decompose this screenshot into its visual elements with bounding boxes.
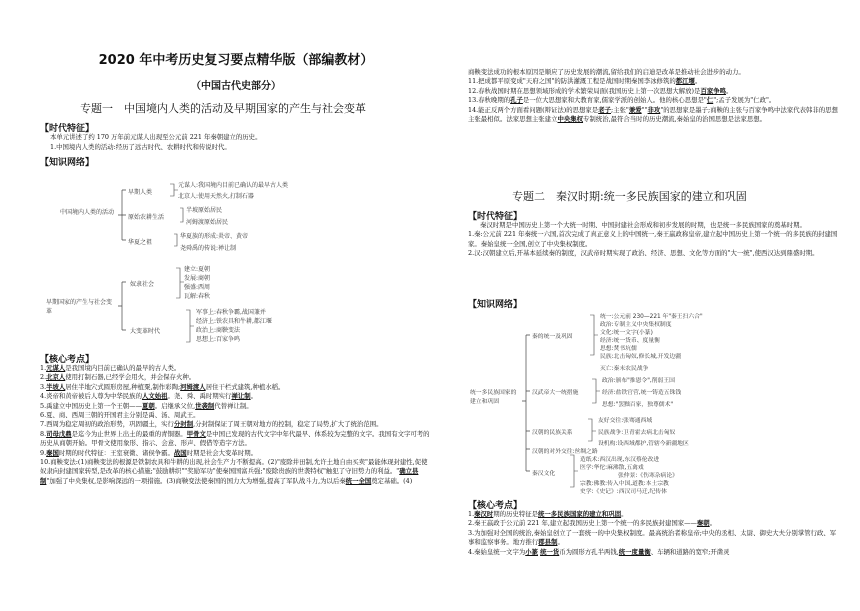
core-item: 7.西周为稳定周初的政治形势，巩固疆土，实行分封制,分封制保证了周王朝对地方的控制，稳定了局势,扩大了统治范围。 — [40, 420, 383, 429]
core-item: 9.秦国时期的时代特征：王室衰微、诸侯争霸。战国时期是社会大变革时期。 — [40, 448, 257, 457]
tree-2-branch-1: 奴隶社会 — [130, 281, 155, 288]
continued-text — [468, 68, 842, 124]
tree-3-leaf: 宗教:佛教:传入中国,道教:本土宗教 — [580, 481, 669, 487]
core-item: 3.半坡人居住半地穴式圆形房屋,种植粟,制作彩陶;河姆渡人居住干栏式建筑,种植水稻。 — [40, 382, 285, 391]
tree-3-leaf: 思想:焚书坑儒 — [600, 346, 637, 352]
era-paragraph-1: 秦汉时期是中国历史上第一个大统一时期、中国封建社会形成和初步发展的时期，也是统一多民族国家的奠基时期。 — [480, 221, 806, 229]
tree-3-leaf: 民族战争:卫青霍去病北击匈奴 — [598, 430, 676, 436]
core-item: 10.商鞅变法:(1)商鞅变法的根源是铁制农具和牛耕的出现,社会生产力不断提高。(2)"废除井田制,允许土地自由买卖"最能体现封建性,促使奴隶向封建国家转型,是改革的核心措施;"鼓励耕织""奖励军功"使秦国国富兵强;"废除贵族的世袭特权"触犯了守旧势力的利益。"确立县制"加强了中央集权,是影响深远的一项措施。(3)商鞅变法使秦国的国力大为增强,提高了军队战斗力,为以后秦统一全国奠定基础。(4) — [40, 458, 428, 485]
era-paragraphs — [468, 221, 842, 259]
tree-3-leaf: 张仲景:《伤寒杂病论》 — [618, 473, 678, 479]
tree-3-branch: 秦的统一及巩固 — [532, 334, 573, 340]
core-item: 5.禹建立中国历史上第一个王朝——夏朝。启继承父位,世袭制代替禅让制。 — [40, 401, 253, 410]
tree-3-leaf: 经济:统一货币、度量衡 — [600, 338, 660, 344]
document-subtitle: （中国古代史部分） — [191, 81, 281, 92]
knowledge-tree-2 — [46, 264, 406, 350]
tree-2-root: 早期国家的产生与社会变革 — [46, 299, 113, 315]
tree-1-leaf: 元谋人:我国境内目前已确认的最早古人类 — [178, 182, 289, 189]
tree-3-leaf: 史学:《史记》:西汉司马迁,纪传体 — [580, 489, 667, 495]
tree-1-leaf: 尧舜禹的传说:禅让制 — [180, 245, 237, 252]
core-item: 8.司母戊鼎是迄今为止世界上出土的最重的青铜器。甲骨文是中国已发现的古代文字中年代最早、体系较为完整的文字。我国有文字可考的历史从商朝开始。甲骨文使用象形、指示、会意、形声、假借等造字方法。 — [40, 429, 430, 448]
tree-1-leaf: 北京人:使用天然火,打制石器 — [178, 193, 254, 200]
tree-1-leaf: 河姆渡原始居民 — [186, 219, 229, 226]
era-label: 【时代特征】 — [40, 124, 95, 134]
core-label: 【核心考点】 — [40, 355, 95, 365]
tree-3-branch: 汉朝的民族关系 — [532, 430, 573, 436]
core-item: 4.秦始皇统一文字为小篆 统一货币为圆形方孔半两钱,统一度量衡、车辆和道路的宽窄;开凿灵 — [468, 547, 730, 556]
tree-3-leaf: 设机构:设西域都护,管辖今新疆地区 — [598, 441, 689, 447]
core-item: 2.秦王嬴政于公元前 221 年,建立起我国历史上第一个统一的多民族封建国家——秦朝。 — [468, 519, 717, 528]
core-item: 2.北京人使用打制石器,已经学会用火，并会保存火种。 — [40, 373, 196, 382]
document-title: 2020 年中考历史复习要点精华版（部编教材） — [98, 53, 374, 68]
tree-2-leaf: 经济上:铁农具和牛耕,都江堰 — [196, 318, 272, 325]
network-label: 【知识网络】 — [468, 300, 523, 310]
tree-3-branch: 汉武帝大一统措施 — [532, 390, 579, 396]
tree-2-branch-2: 大变革时代 — [130, 328, 161, 335]
tree-3-leaf: 灭亡:秦末农民战争 — [600, 366, 649, 372]
core-item: 1.元谋人是我国境内目前已确认的最早的古人类。 — [40, 364, 181, 372]
tree-2-leaf: 发展:商朝 — [184, 275, 211, 282]
tree-1-branch-2: 原始农耕生活 — [128, 214, 165, 221]
tree-2-leaf: 军事上:春秋争霸,战国兼并 — [196, 309, 266, 316]
tree-3-root: 统一多民族国家的建立和巩固 — [470, 390, 517, 405]
tree-3-leaf: 思想:"罢黜百家，独尊儒术" — [602, 402, 674, 408]
core-label: 【核心考点】 — [468, 501, 523, 511]
core-item: 12.春秋战国时期在思想领域形成的学术繁荣局面(我国历史上第一次思想大解放)是百家争鸣。 — [468, 86, 733, 95]
topic-2-heading: 专题二 秦汉时期:统一多民族国家的建立和巩固 — [512, 190, 747, 203]
core-item: 4.炎帝和黄帝被后人尊为中华民族的人文始祖。尧、舜、禹时期实行禅让制。 — [40, 392, 257, 401]
era-label: 【时代特征】 — [468, 212, 523, 222]
right-column — [468, 0, 842, 611]
core-item: 13.春秋晚期的孔子是一位大思想家和大教育家,儒家学派的创始人。他的核心思想是"仁";孟子发展为"仁政"。 — [468, 96, 776, 105]
tree-3-branch: 秦汉文化 — [532, 471, 556, 477]
tree-2-leaf: 政治上:商鞅变法 — [196, 327, 241, 334]
era-paragraph-3: 2.汉:汉朝建立后,开基本延续秦的制度，汉武帝时期实现了政治、经济、思想、文化等方面的"大一统",使西汉达到鼎盛时期。 — [468, 249, 819, 258]
tree-3-leaf: 民族:北击匈奴,修长城,开发边疆 — [600, 354, 681, 360]
core-item: 3.为加强对全国的统治,秦始皇创立了一套统一的中央集权制度。最高统治者称皇帝;中央的丞相、太尉、御史大夫分别掌管行政、军事和监察事务。地方推行郡县制。 — [468, 528, 837, 547]
core-list — [468, 510, 842, 557]
era-paragraph-1: 本单元讲述了约 170 万年前元谋人出现至公元前 221 年秦朝建立的历史。 — [50, 133, 262, 141]
tree-3-leaf: 友好交往:张骞通西域 — [598, 418, 653, 424]
tree-1-leaf: 半坡原始居民 — [186, 207, 223, 214]
continued-paragraph: 商鞅变法成功的根本原因是顺应了历史发展的潮流,留给我们的启迪是改革是推动社会进步的动力。 — [468, 68, 745, 76]
tree-1-branch-3: 华夏之祖 — [128, 239, 153, 246]
tree-2-leaf: 思想上:百家争鸣 — [196, 336, 241, 343]
tree-3-leaf: 经济:盐铁官营,统一铸造五铢钱 — [602, 390, 682, 396]
era-paragraph-2: 1.中国境内人类的活动:经历了远古时代、农耕时代和传说时代。 — [50, 143, 231, 151]
tree-2-leaf: 建立:夏朝 — [184, 266, 211, 273]
network-label: 【知识网络】 — [40, 158, 95, 168]
tree-3-leaf: 统一:公元前 230—221 年"秦王扫六合" — [600, 314, 703, 320]
tree-3-leaf: 造纸术:西汉出现,东汉蔡伦改进 — [580, 457, 660, 463]
tree-1-root: 中国境内人类的活动 — [60, 209, 115, 216]
tree-1-leaf: 华夏族的形成:炎帝、黄帝 — [180, 233, 249, 240]
tree-1-branch-1: 早期人类 — [128, 189, 153, 196]
tree-3-branch: 汉朝的对外交往:丝绸之路 — [532, 449, 598, 455]
core-item: 11.把成都平原变成"天府之国"的防洪灌溉工程是战国时期秦国李冰修筑的都江堰。 — [468, 77, 702, 86]
topic-1-heading: 专题一 中国境内人类的活动及早期国家的产生与社会变革 — [80, 102, 366, 115]
tree-2-leaf: 瓦解:春秋 — [184, 293, 211, 300]
tree-2-leaf: 强盛:西周 — [184, 284, 211, 291]
core-item: 6.夏、商、西周三朝的开国君主分别是禹、汤、周武王。 — [40, 411, 200, 420]
core-item: 14.能正反两个方面看问题(辩证法)的思想家是老子;主张"兼爱""非攻"的思想家是墨子;商鞅的主张与百家争鸣中法家代表韩非的思想主张最相似。法家思想主张建立中央集权专制统治,最符合当时的历史潮流,秦始皇的治国思想是法家思想。 — [468, 105, 838, 124]
knowledge-tree-3 — [470, 311, 840, 495]
core-item: 1.秦汉时期的历史特征是统一多民族国家的建立和巩固。 — [468, 510, 628, 518]
tree-3-leaf: 政治:专制主义中央集权制度 — [600, 322, 672, 328]
tree-3-leaf: 医学:华佗:麻沸散,五禽戏 — [580, 465, 644, 471]
tree-3-leaf: 政治:颁布"推恩令",削弱王国 — [602, 378, 675, 384]
core-list — [40, 364, 432, 486]
knowledge-tree-1 — [60, 180, 420, 260]
left-column — [40, 0, 432, 611]
era-paragraph-2: 1.秦:公元前 221 年秦统一六国,首次完成了真正意义上的中国统一,秦王嬴政称皇帝,建立起中国历史上第一个统一的多民族的封建国家。秦始皇统一全国,创立了中央集权制度。 — [468, 230, 838, 248]
tree-3-leaf: 文化:统一文字(小篆) — [600, 330, 653, 336]
